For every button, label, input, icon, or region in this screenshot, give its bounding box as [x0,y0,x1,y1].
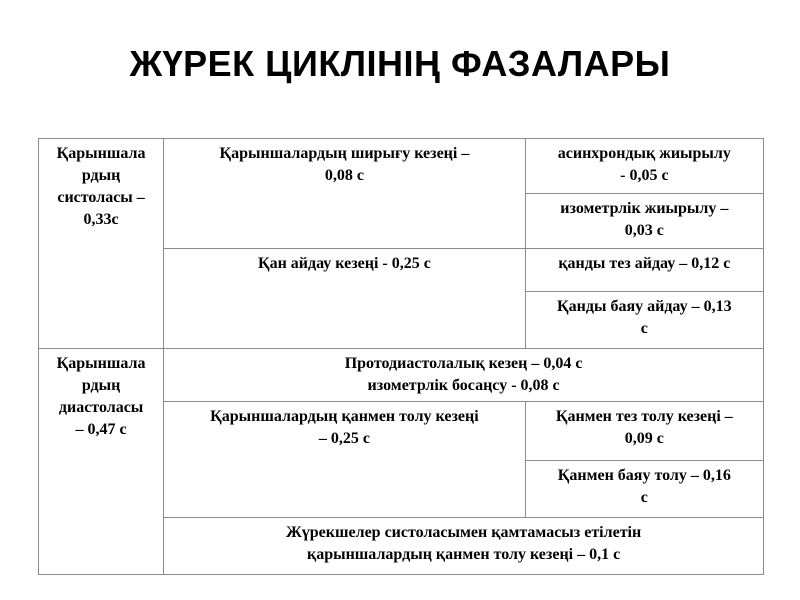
diastole-label-cell [39,349,164,575]
protodiastolic-cell [164,349,764,402]
slow-ejection-text: Қанды баяу айдау – 0,13 с [557,298,732,337]
isometric-contraction-cell [525,194,763,249]
slow-filling-text: Қанмен баяу толу – 0,16 с [557,467,731,506]
cardiac-cycle-table [38,138,764,575]
systole-label-cell [39,139,164,349]
rapid-ejection-cell [525,249,763,292]
filling-period-text: Қарыншалардың қанмен толу кезеңі – 0,25 с [210,408,479,447]
systole-label: Қарыншала рдың систоласы – 0,33с [56,145,146,228]
rapid-ejection-text: қанды тез айдау – 0,12 с [558,255,731,272]
diastole-label: Қарыншала рдың диастоласы – 0,47 с [56,355,146,438]
asynchronous-contraction-cell [525,139,763,194]
slow-filling-cell [525,461,763,518]
slow-ejection-cell [525,292,763,349]
ejection-period-text: Қан айдау кезеңі - 0,25 с [257,255,431,272]
asynchronous-contraction-text: асинхрондық жиырылу - 0,05 с [557,145,731,184]
table-row [39,139,764,194]
isometric-contraction-text: изометрлік жиырылу – 0,03 с [560,200,729,239]
tension-period-text: Қарыншалардың ширығу кезеңі – 0,08 с [219,145,470,184]
atrial-systole-filling-cell [164,518,764,575]
atrial-systole-filling-text: Жүрекшелер систоласымен қамтамасыз етілетін қарыншалардың қанмен толу кезеңі – 0,1 с [285,524,642,563]
page-title: ЖҮРЕК ЦИКЛІНІҢ ФАЗАЛАРЫ [129,43,671,84]
ejection-period-cell [164,249,525,349]
protodiastolic-text: Протодиастолалық кезең – 0,04 с изометрлік босаңсу - 0,08 с [344,355,583,394]
filling-period-cell [164,402,525,518]
rapid-filling-cell [525,402,763,461]
rapid-filling-text: Қанмен тез толу кезеңі – 0,09 с [555,408,733,447]
table-row [39,349,764,402]
tension-period-cell [164,139,525,249]
